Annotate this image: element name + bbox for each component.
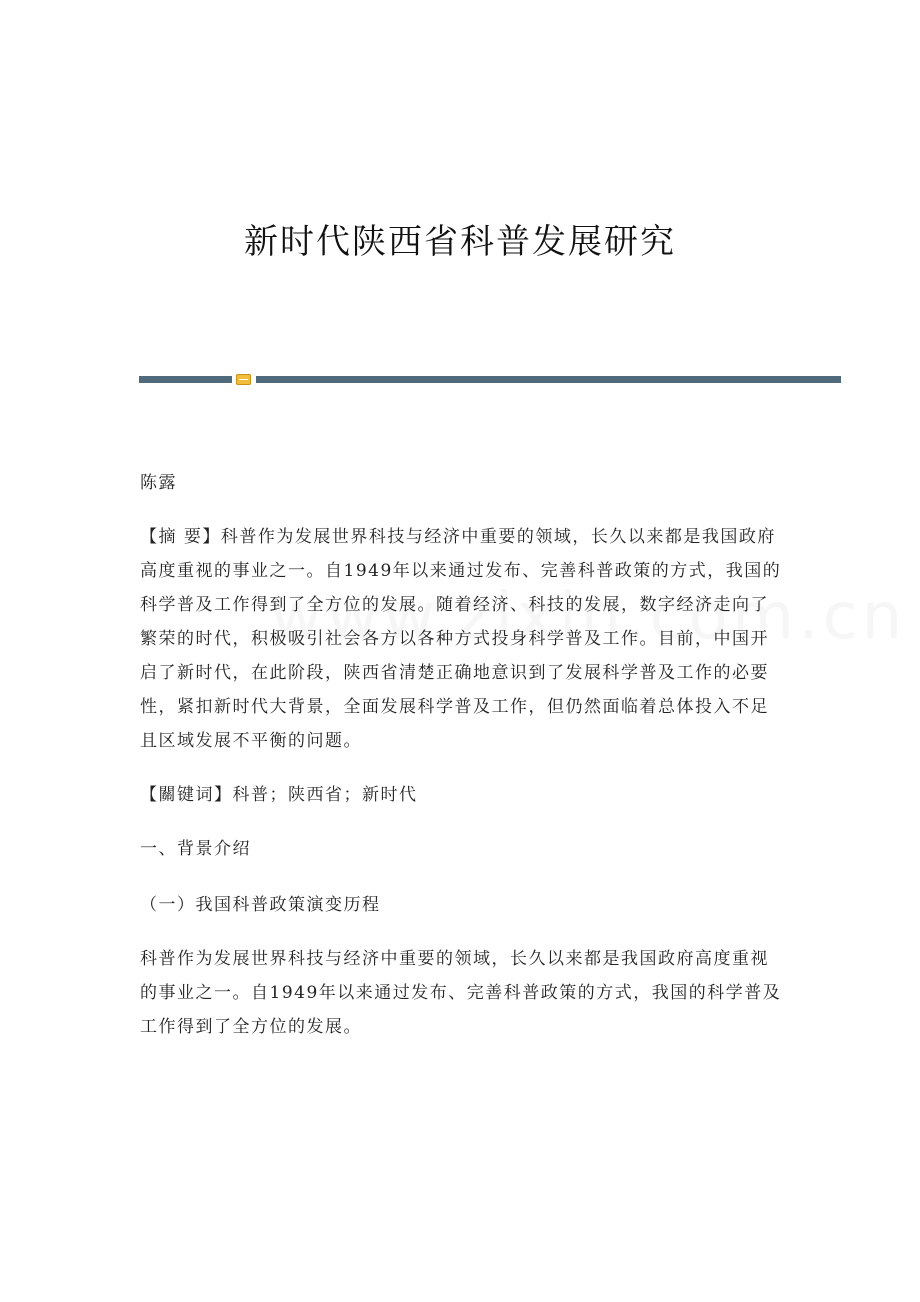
author: 陈露: [140, 473, 177, 493]
title-divider: [139, 374, 841, 384]
document-title: 新时代陕西省科普发展研究: [244, 222, 676, 262]
divider-bar-right: [256, 376, 841, 383]
keywords: [140, 778, 785, 812]
section-heading: 一、背景介绍: [140, 839, 251, 859]
abstract-label: 【摘 要】: [140, 527, 221, 547]
abstract-text: 科普作为发展世界科技与经济中重要的领域，长久以来都是我国政府高度重视的事业之一。自1949年以来通过发布、完善科普政策的方式，我国的科学普及工作得到了全方位的发展。随着经济、科技的发展，数字经济走向了繁荣的时代，积极吸引社会各方以各种方式投身科学普及工作。目前，中国开启了新时代，在此阶段，陕西省清楚正确地意识到了发展科学普及工作的必要性，紧扣新时代大背景，全面发展科学普及工作，但仍然面临着总体投入不足且区域发展不平衡的问题。: [140, 527, 782, 751]
abstract: [140, 520, 785, 758]
keywords-label: 【關键词】: [140, 785, 233, 805]
body-paragraph: 科普作为发展世界科技与经济中重要的领域，长久以来都是我国政府高度重视的事业之一。自1949年以来通过发布、完善科普政策的方式，我国的科学普及工作得到了全方位的发展。: [140, 949, 782, 1037]
document-body: [140, 466, 785, 1044]
keywords-text: 科普；陕西省；新时代: [232, 785, 418, 805]
subsection-heading: （一）我国科普政策演变历程: [140, 895, 381, 915]
divider-ornament-icon: [236, 374, 251, 385]
divider-bar-left: [139, 376, 232, 383]
